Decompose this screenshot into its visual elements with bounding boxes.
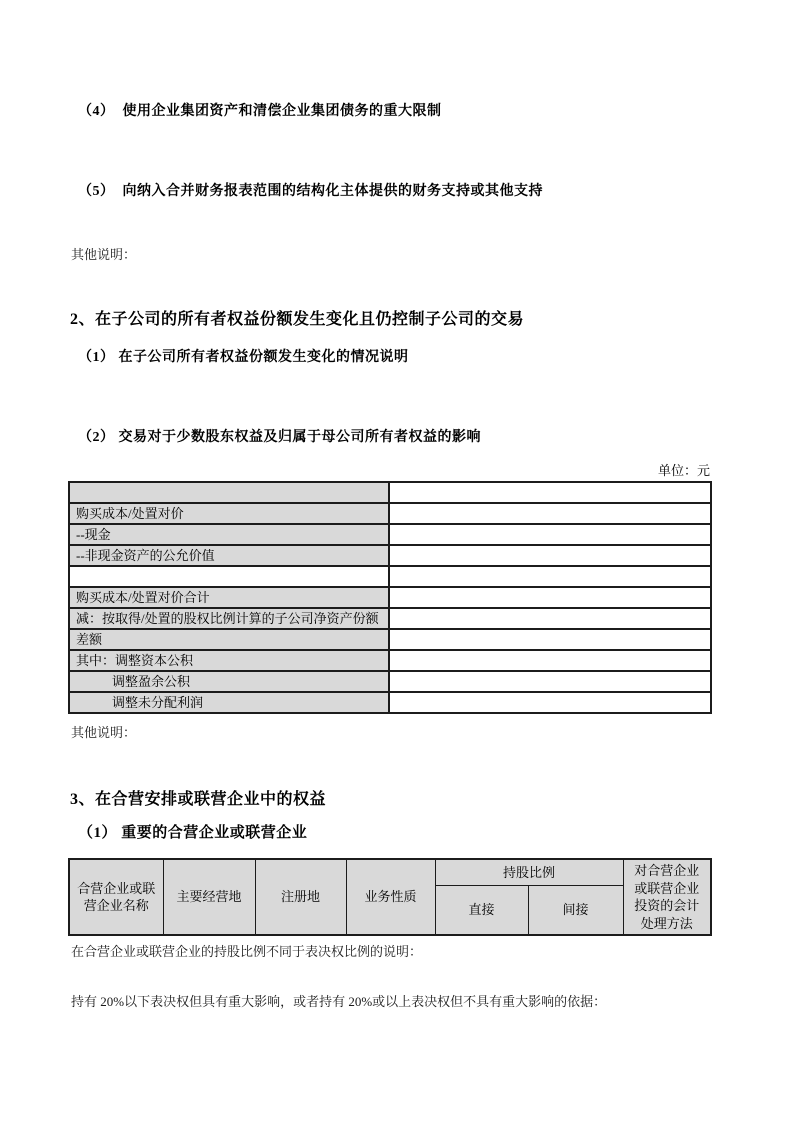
section-3-1-heading: （1） 重要的合营企业或联营企业 [78,825,308,841]
section-2-heading: 2、在子公司的所有者权益份额发生变化且仍控制子公司的交易 [70,311,525,328]
row-value-cell [389,587,711,608]
col-header-indirect: 间接 [528,886,623,936]
row-value-cell [389,629,711,650]
row-value-cell [389,524,711,545]
row-label-cell: 其中：调整资本公积 [69,650,389,671]
row-label-cell: --非现金资产的公允价值 [69,545,389,566]
joint-venture-table [68,858,712,936]
col-header-main-place: 主要经营地 [163,859,255,935]
col-header-name: 合营企业或联营企业名称 [69,859,163,935]
table-row [69,650,711,671]
table-row [69,629,711,650]
col-header-shareholding: 持股比例 [435,859,623,886]
col-header-accounting: 对合营企业或联营企业投资的会计处理方法 [623,859,711,935]
section-2-1-heading: （1） 在子公司所有者权益份额发生变化的情况说明 [78,350,409,365]
table-header-row [69,859,711,886]
table-row [69,524,711,545]
row-label-cell: 调整未分配利润 [69,692,389,713]
row-value-cell [389,566,711,587]
minority-equity-impact-table [68,481,712,714]
row-value-cell [389,671,711,692]
row-label-cell [69,566,389,587]
row-value-cell [389,503,711,524]
other-note-1: 其他说明： [71,247,137,262]
table-row [69,587,711,608]
table-row [69,545,711,566]
row-label-cell [69,482,389,503]
table-row [69,482,711,503]
col-header-business: 业务性质 [346,859,435,935]
row-value-cell [389,650,711,671]
table-row [69,503,711,524]
row-label-cell: 购买成本/处置对价 [69,503,389,524]
section-2-2-heading: （2） 交易对于少数股东权益及归属于母公司所有者权益的影响 [78,430,481,445]
other-note-2: 其他说明： [71,725,137,740]
unit-note: 单位：元 [657,463,710,478]
table-row [69,566,711,587]
col-header-direct: 直接 [435,886,528,936]
row-value-cell [389,482,711,503]
voting-20pct-note: 持有 20%以下表决权但具有重大影响，或者持有 20%或以上表决权但不具有重大影响的依据： [71,994,607,1009]
row-value-cell [389,545,711,566]
row-label-cell: 减：按取得/处置的股权比例计算的子公司净资产份额 [69,608,389,629]
col-header-reg-place: 注册地 [255,859,346,935]
row-label-cell: 购买成本/处置对价合计 [69,587,389,608]
table-row [69,692,711,713]
row-label-cell: 调整盈余公积 [69,671,389,692]
row-value-cell [389,608,711,629]
table-row [69,608,711,629]
section-4-heading: （4） 使用企业集团资产和清偿企业集团债务的重大限制 [78,104,442,119]
row-label-cell: --现金 [69,524,389,545]
table-row [69,671,711,692]
section-3-heading: 3、在合营安排或联营企业中的权益 [70,791,327,808]
voting-diff-note: 在合营企业或联营企业的持股比例不同于表决权比例的说明： [71,944,423,959]
row-label-cell: 差额 [69,629,389,650]
section-5-heading: （5） 向纳入合并财务报表范围的结构化主体提供的财务支持或其他支持 [78,184,543,199]
row-value-cell [389,692,711,713]
